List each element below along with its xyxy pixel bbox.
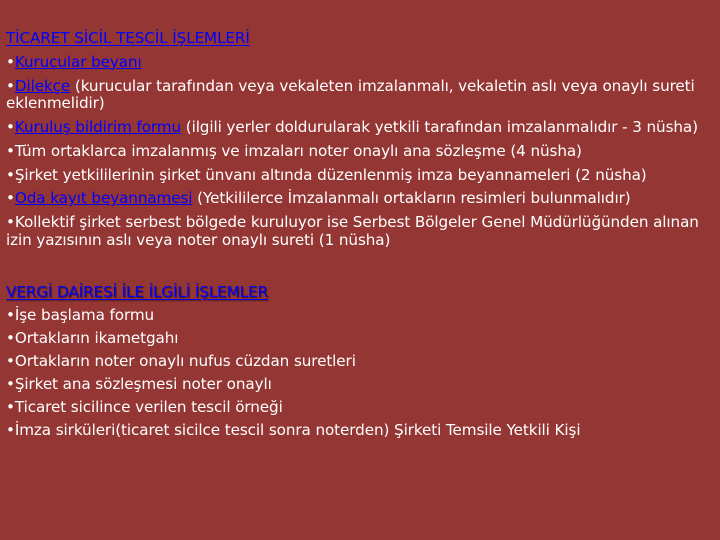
vergi-dairesi-section: [6, 284, 712, 440]
list-item-text: Ticaret sicilince verilen tescil örneği: [14, 398, 283, 417]
list-item-text: Ortakların ikametgahı: [14, 329, 179, 348]
list-item-text: (kurucular tarafından veya vekaleten imzalanmalı, vekaletin aslı veya onaylı sureti eklenmelidir): [6, 76, 695, 113]
list-item-text: İmza sirküleri(ticaret sicilce tescil sonra noterden) Şirketi Temsile Yetkili Kişi: [14, 421, 581, 440]
list-item: [6, 417, 712, 440]
list-item: [6, 371, 712, 394]
list-item: [6, 48, 712, 72]
list-item-text: (ilgili yerler doldurularak yetkili tarafından imzalanmalıdır - 3 nüsha): [181, 117, 698, 136]
slide-content: [6, 30, 712, 440]
list-item-text: Şirket ana sözleşmesi noter onaylı: [14, 375, 272, 394]
bullet-icon: •: [6, 421, 15, 440]
oda-kayit-beyannamesi-link[interactable]: Oda kayıt beyannamesi: [14, 189, 193, 208]
bullet-icon: •: [6, 141, 15, 160]
bullet-icon: •: [6, 213, 15, 232]
bullet-icon: •: [6, 352, 15, 371]
bullet-icon: •: [6, 189, 15, 208]
bullet-icon: •: [6, 52, 15, 71]
bullet-icon: •: [6, 398, 15, 417]
list-item-text: Şirket yetkililerinin şirket ünvanı altında düzenlenmiş imza beyannameleri (2 nüsha): [14, 165, 647, 184]
kurucular-beyani-link[interactable]: Kurucular beyanı: [14, 52, 142, 71]
list-item-text: Kollektif şirket serbest bölgede kuruluyor ise Serbest Bölgeler Genel Müdürlüğünden alınan izin yazısının aslı veya noter onaylı sureti (1 nüsha): [6, 213, 699, 249]
list-item: [6, 394, 712, 417]
bullet-icon: •: [6, 76, 15, 95]
ticaret-sicil-heading: TİCARET SİCİL TESCİL İŞLEMLERİ: [6, 29, 250, 47]
list-item: [6, 348, 712, 371]
list-item: [6, 325, 712, 348]
bullet-icon: •: [6, 117, 15, 136]
list-item-text: Ortakların noter onaylı nufus cüzdan suretleri: [14, 352, 356, 371]
ticaret-sicil-section: [6, 30, 712, 249]
list-item: [6, 302, 712, 325]
list-item-text: (Yetkililerce İmzalanmalı ortakların resimleri bulunmalıdır): [192, 189, 631, 208]
bullet-icon: •: [6, 306, 15, 325]
vergi-dairesi-heading: VERGİ DAİRESİ İLE İLGİLİ İŞLEMLER: [6, 283, 268, 302]
list-item: [6, 113, 712, 137]
list-item: [6, 184, 712, 208]
bullet-icon: •: [6, 375, 15, 394]
list-item-text: Tüm ortaklarca imzalanmış ve imzaları noter onaylı ana sözleşme (4 nüsha): [14, 141, 582, 160]
list-item: [6, 208, 712, 249]
bullet-icon: •: [6, 165, 15, 184]
bullet-icon: •: [6, 329, 15, 348]
dilekce-link[interactable]: Dilekçe: [14, 76, 71, 95]
list-item: [6, 137, 712, 161]
list-item-text: İşe başlama formu: [14, 306, 155, 325]
kurulus-bildirim-formu-link[interactable]: Kuruluş bildirim formu: [14, 117, 182, 136]
list-item: [6, 71, 712, 112]
list-item: [6, 160, 712, 184]
